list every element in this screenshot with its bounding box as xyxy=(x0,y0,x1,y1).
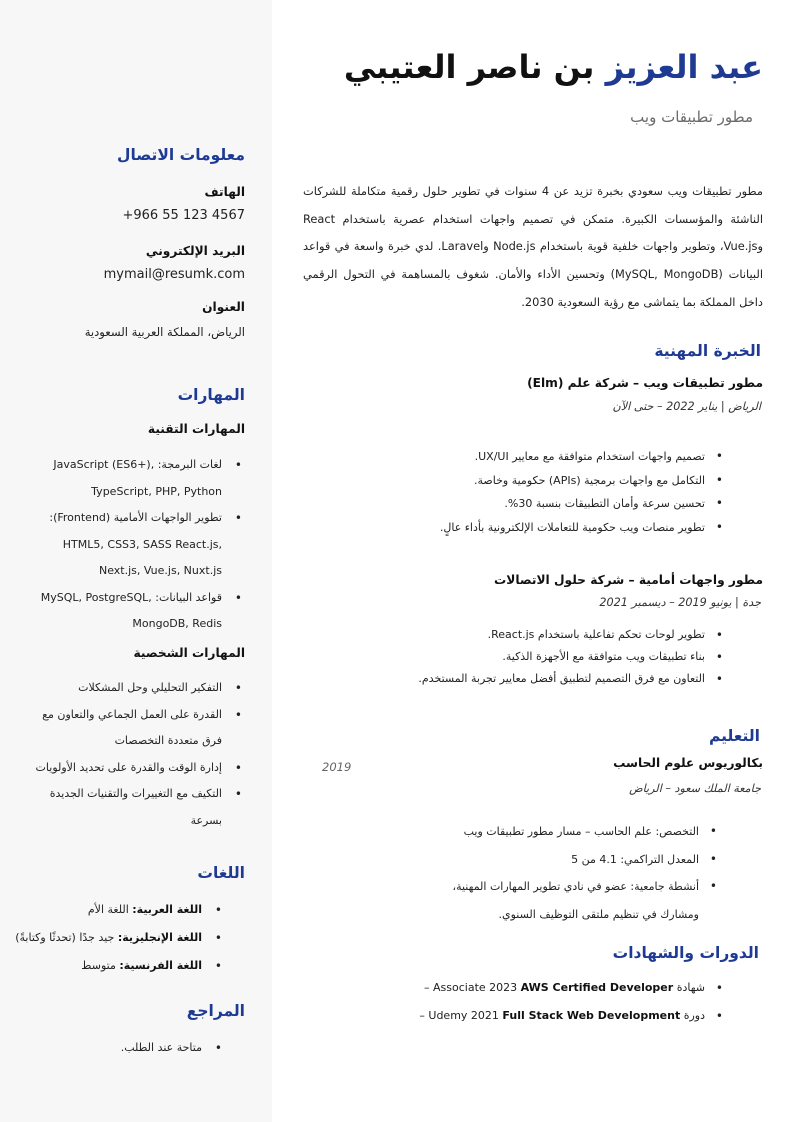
experience-section-title: الخبرة المهنية xyxy=(654,342,761,360)
education-section-title: التعليم xyxy=(708,727,760,745)
list-item xyxy=(419,1002,731,1030)
language-level: اللغة الأم xyxy=(87,903,129,916)
technical-skills-list xyxy=(26,452,248,638)
course-detail: – Associate 2023 xyxy=(424,981,518,994)
graduation-year: 2019 xyxy=(322,760,352,774)
personal-skills-title: المهارات الشخصية xyxy=(133,646,245,660)
list-item: • تطوير لوحات تحكم تفاعلية باستخدام React.js. xyxy=(418,624,731,646)
list-item: • أنشطة جامعية: عضو في نادي تطوير المهارات المهنية، ومشارك في تنظيم ملتقى التوظيف السنوي. xyxy=(425,873,725,928)
list-item: • التكيف مع التغييرات والتقنيات الجديدة بسرعة xyxy=(26,781,248,834)
list-item: • بناء تطبيقات ويب متوافقة مع الأجهزة الذكية. xyxy=(418,646,731,668)
course-prefix: شهادة xyxy=(676,981,705,994)
job-meta-1: الرياض | يناير 2022 – حتى الآن xyxy=(612,400,761,413)
list-item: • متاحة عند الطلب. xyxy=(121,1038,228,1058)
list-item: • التعاون مع فرق التصميم لتطبيق أفضل معايير تجربة المستخدم. xyxy=(418,668,731,690)
email-label: البريد الإلكتروني xyxy=(145,244,245,258)
language-name: اللغة الفرنسية: xyxy=(119,959,202,972)
technical-skills-title: المهارات التقنية xyxy=(147,422,245,436)
course-name: AWS Certified Developer xyxy=(520,981,674,994)
course-prefix: دورة xyxy=(683,1009,705,1022)
job-2-duties xyxy=(418,624,731,690)
person-name xyxy=(344,48,763,86)
references-list xyxy=(121,1038,228,1058)
first-name: عبد العزيز xyxy=(605,48,763,86)
address-label: العنوان xyxy=(202,300,245,314)
list-item: • المعدل التراكمي: 4.1 من 5 xyxy=(425,846,725,874)
skills-section-title: المهارات xyxy=(177,386,245,404)
email-value: mymail@resumk.com xyxy=(103,267,245,282)
list-item: • تصميم واجهات استخدام متوافقة مع معايير UX/UI. xyxy=(440,445,731,469)
list-item xyxy=(15,896,228,924)
courses-section-title: الدورات والشهادات xyxy=(612,944,759,962)
list-item: • إدارة الوقت والقدرة على تحديد الأولويات xyxy=(26,755,248,782)
list-item: • التخصص: علم الحاسب – مسار مطور تطبيقات ويب xyxy=(425,818,725,846)
job-title-1: مطور تطبيقات ويب – شركة علم (Elm) xyxy=(527,376,763,390)
education-details xyxy=(425,818,725,928)
contact-section-title: معلومات الاتصال xyxy=(117,146,245,164)
degree-title: بكالوريوس علوم الحاسب xyxy=(613,756,763,770)
language-level: متوسط xyxy=(81,959,116,972)
list-item: • التكامل مع واجهات برمجية (APIs) حكومية وخاصة. xyxy=(440,469,731,493)
address-value: الرياض، المملكة العربية السعودية xyxy=(84,325,245,339)
list-item: • قواعد البيانات: MySQL, PostgreSQL, MongoDB, Redis xyxy=(26,585,248,638)
languages-section-title: اللغات xyxy=(197,864,245,882)
list-item: • تحسين سرعة وأمان التطبيقات بنسبة 30%. xyxy=(440,492,731,516)
list-item: • تطوير الواجهات الأمامية (Frontend): HTML5, CSS3, SASS React.js, Next.js, Vue.js, Nuxt.js xyxy=(26,505,248,585)
school-name: جامعة الملك سعود – الرياض xyxy=(629,782,761,795)
phone-value: +966 55 123 4567 xyxy=(122,208,245,223)
language-name: اللغة الإنجليزية: xyxy=(117,931,202,944)
job-title-2: مطور واجهات أمامية – شركة حلول الاتصالات xyxy=(494,573,763,587)
languages-list xyxy=(15,896,228,980)
language-name: اللغة العربية: xyxy=(132,903,202,916)
job-1-duties xyxy=(440,445,731,539)
list-item: • التفكير التحليلي وحل المشكلات xyxy=(26,675,248,702)
list-item: • القدرة على العمل الجماعي والتعاون مع فرق متعددة التخصصات xyxy=(26,702,248,755)
job-title: مطور تطبيقات ويب xyxy=(630,108,753,126)
list-item xyxy=(419,974,731,1002)
course-detail: – Udemy 2021 xyxy=(419,1009,499,1022)
course-name: Full Stack Web Development xyxy=(502,1009,681,1022)
language-level: جيد جدًا (تحدثًا وكتابةً) xyxy=(15,931,115,944)
list-item xyxy=(15,924,228,952)
courses-list xyxy=(419,974,731,1030)
job-meta-2: جدة | يونيو 2019 – ديسمبر 2021 xyxy=(599,596,761,609)
last-name: بن ناصر العتيبي xyxy=(343,48,595,86)
list-item: • لغات البرمجة: JavaScript (ES6+), TypeScript, PHP, Python xyxy=(26,452,248,505)
list-item xyxy=(15,952,228,980)
phone-label: الهاتف xyxy=(204,185,245,199)
profile-summary: مطور تطبيقات ويب سعودي بخبرة تزيد عن 4 سنوات في تطوير حلول رقمية متكاملة للشركات الناشئة والمؤسسات الكبيرة. متمكن في تصميم واجهات استخدام عصرية باستخدام React وVue.js، وتطوير واجهات خلفية قوية باستخدام Node.js وLaravel. لدي خبرة واسعة في قواعد البيانات (MySQL, MongoDB) وتحسين الأداء والأمان. شغوف بالمساهمة في التحول الرقمي داخل المملكة بما يتماشى مع رؤية السعودية 2030. xyxy=(303,184,764,309)
personal-skills-list xyxy=(26,675,248,834)
references-section-title: المراجع xyxy=(186,1002,245,1020)
list-item: • تطوير منصات ويب حكومية للتعاملات الإلكترونية بأداء عالٍ. xyxy=(440,516,731,540)
